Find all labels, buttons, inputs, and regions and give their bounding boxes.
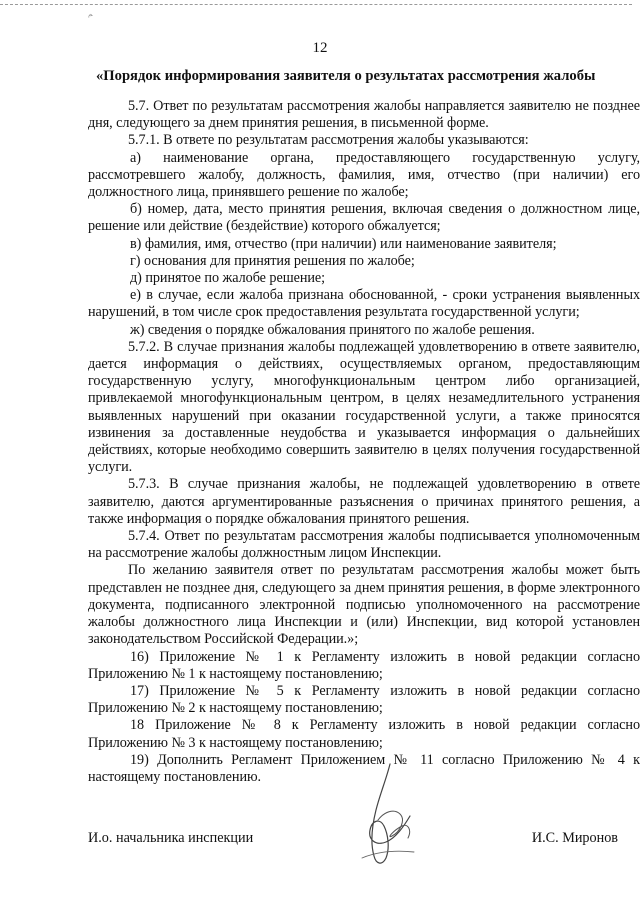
handwritten-signature <box>350 760 430 870</box>
paragraph: б) номер, дата, место принятия решения, включая сведения о должностном лице, решение или действие (бездействие) которого обжалуется; <box>88 201 640 235</box>
paragraph: 5.7.1. В ответе по результатам рассмотрения жалобы указываются: <box>128 132 529 149</box>
section-heading: «Порядок информирования заявителя о результатах рассмотрения жалобы <box>96 68 596 84</box>
signer-name: И.С. Миронов <box>531 830 618 846</box>
signer-position: И.о. начальника инспекции <box>88 830 254 846</box>
paragraph: ж) сведения о порядке обжалования принятого по жалобе решения. <box>130 321 535 338</box>
paragraph: д) принятое по жалобе решение; <box>130 270 326 287</box>
paragraph: 5.7.4. Ответ по результатам рассмотрения жалобы подписывается уполномоченным на рассмотрение жалобы должностным лицом Инспекции. <box>88 528 640 562</box>
paragraph: в) фамилия, имя, отчество (при наличии) или наименование заявителя; <box>130 235 557 252</box>
paragraph: 19) Дополнить Регламент Приложением № 11 согласно Приложению № 4 к настоящему постановлению. <box>88 751 640 785</box>
scan-top-edge <box>0 4 632 5</box>
document-body <box>88 98 640 786</box>
paragraph: 18 Приложение № 8 к Регламенту изложить в новой редакции согласно Приложению № 3 к настоящему постановлению; <box>88 717 640 751</box>
signature-row <box>88 830 618 850</box>
paragraph: а) наименование органа, предоставляющего государственную услугу, рассмотревшего жалобу, должность, фамилия, имя, отчество (при наличии) его должностного лица, принявшего решение по жалобе; <box>88 149 640 201</box>
scan-mark: ﻢ <box>88 11 93 18</box>
page-number: 12 <box>312 40 328 56</box>
paragraph: 5.7.3. В случае признания жалобы, не подлежащей удовлетворению в ответе заявителю, даются аргументированные разъяснения о причинах принятого решения, а также информация о порядке обжалования принятого решения. <box>88 476 640 527</box>
paragraph: 5.7. Ответ по результатам рассмотрения жалобы направляется заявителю не позднее дня, следующего за днем принятия решения, в письменной форме. <box>88 98 640 132</box>
paragraph: 17) Приложение № 5 к Регламенту изложить в новой редакции согласно Приложению № 2 к настоящему постановлению; <box>88 682 640 717</box>
paragraph: е) в случае, если жалоба признана обоснованной, - сроки устранения выявленных нарушений, в том числе срок предоставления результата государственной услуги; <box>88 287 640 321</box>
paragraph: г) основания для принятия решения по жалобе; <box>130 252 415 269</box>
paragraph: 16) Приложение № 1 к Регламенту изложить в новой редакции согласно Приложению № 1 к настоящему постановлению; <box>88 648 640 682</box>
paragraph: 5.7.2. В случае признания жалобы подлежащей удовлетворению в ответе заявителю, дается информация о действиях, осуществляемых органом, предоставляющим государственную услугу, многофункциональным центром либо организацией, привлекаемой многофункциональным центром, в целях незамедлительного устранения выявленных нарушений при оказании государственной услуги, а также приносятся извинения за доставленные неудобства и указывается информация о дальнейших действиях, которые необходимо совершить заявителю в целях получения государственной услуги. <box>88 338 640 476</box>
paragraph: По желанию заявителя ответ по результатам рассмотрения жалобы может быть представлен не позднее дня, следующего за днем принятия решения, в форме электронного документа, подписанного электронной подписью уполномоченного на рассмотрение жалобы должностного лица Инспекции и (или) Инспекции, вид которой установлен законодательством Российской Федерации.»; <box>88 562 640 648</box>
